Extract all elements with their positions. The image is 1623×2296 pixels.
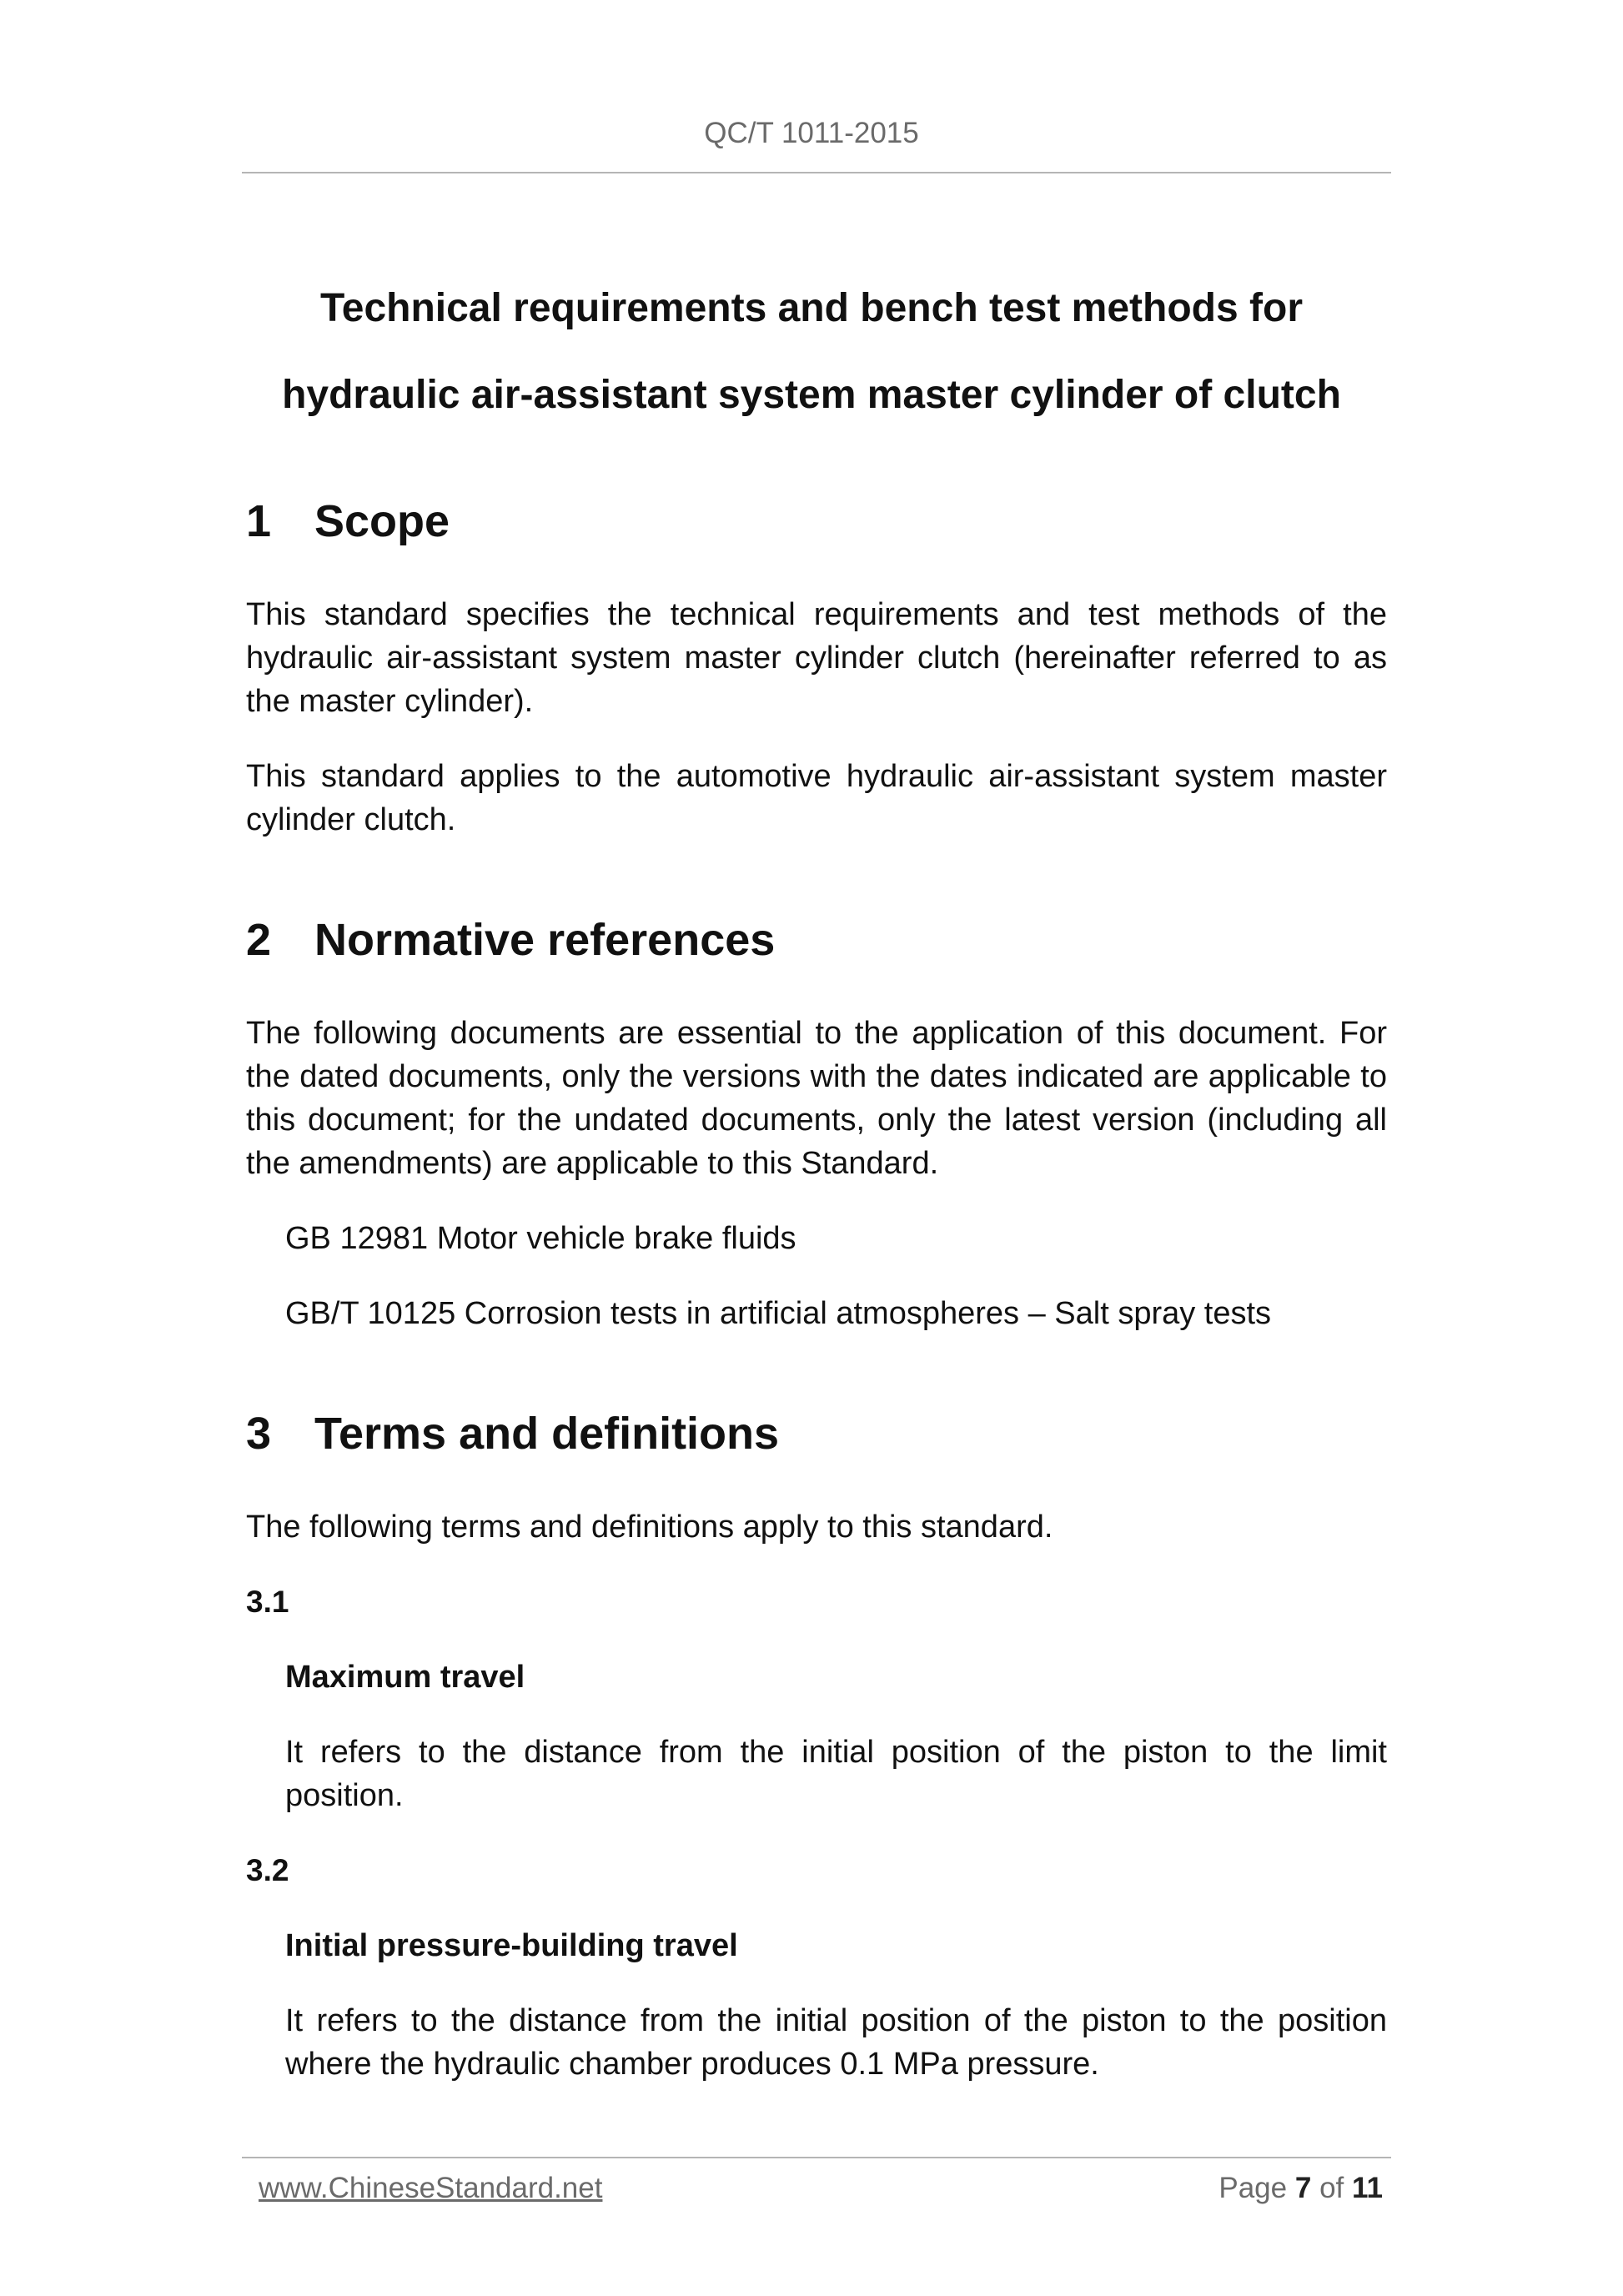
terms-intro-paragraph: The following terms and definitions apply to this standard. (246, 1510, 1053, 1545)
document-body (246, 488, 1387, 2086)
reference-item: GB/T 10125 Corrosion tests in artificial atmospheres – Salt spray tests (285, 1296, 1272, 1331)
subclause-number: 3.2 (246, 1853, 289, 1887)
section-number: 3 (246, 1409, 272, 1459)
page-current: 7 (1294, 2172, 1312, 2204)
header-standard-code: QC/T 1011-2015 (704, 117, 919, 149)
scope-paragraph-1: This standard specifies the technical requirements and test methods of the hydraulic air-assistant system master cylinder clutch (hereinafter referred to as the master cylinder). (246, 597, 1387, 719)
normative-paragraph: The following documents are essential to the application of this document. For the dated documents, only the versions with the dates indicated are applicable to this document; for the undated documents, only the latest version (including all the amendments) are applicable to this Standard. (246, 1016, 1387, 1181)
footer-divider (242, 2157, 1391, 2158)
page-total: 11 (1352, 2172, 1383, 2204)
section-heading-terms-definitions (246, 1400, 1387, 1467)
document-title-line2: hydraulic air-assistant system master cylinder of clutch (282, 373, 1341, 417)
footer-website-link[interactable]: www.ChineseStandard.net (259, 2172, 603, 2204)
term-definition: It refers to the distance from the initial position of the piston to the position where the hydraulic chamber produces 0.1 MPa pressure. (285, 2003, 1387, 2082)
section-title: Scope (314, 496, 450, 546)
section-title: Terms and definitions (314, 1409, 780, 1459)
term-title: Initial pressure-building travel (285, 1928, 738, 1963)
section-title: Normative references (314, 915, 776, 965)
document-title-line1: Technical requirements and bench test methods for (319, 286, 1303, 330)
term-title: Maximum travel (285, 1660, 525, 1695)
header-divider (242, 172, 1391, 173)
scope-paragraph-2: This standard applies to the automotive hydraulic air-assistant system master cylinder clutch. (246, 759, 1387, 837)
section-heading-scope (246, 488, 1387, 555)
reference-item: GB 12981 Motor vehicle brake fluids (285, 1221, 796, 1256)
footer-page-number (1219, 2172, 1383, 2205)
section-heading-normative-references (246, 907, 1387, 973)
section-number: 2 (246, 915, 272, 965)
page-prefix: Page (1219, 2172, 1288, 2204)
subclause-number: 3.1 (246, 1585, 289, 1619)
section-number: 1 (246, 496, 272, 546)
term-definition: It refers to the distance from the initial position of the piston to the limit position. (285, 1735, 1387, 1813)
document-title (0, 265, 1623, 439)
page-of: of (1319, 2172, 1344, 2204)
